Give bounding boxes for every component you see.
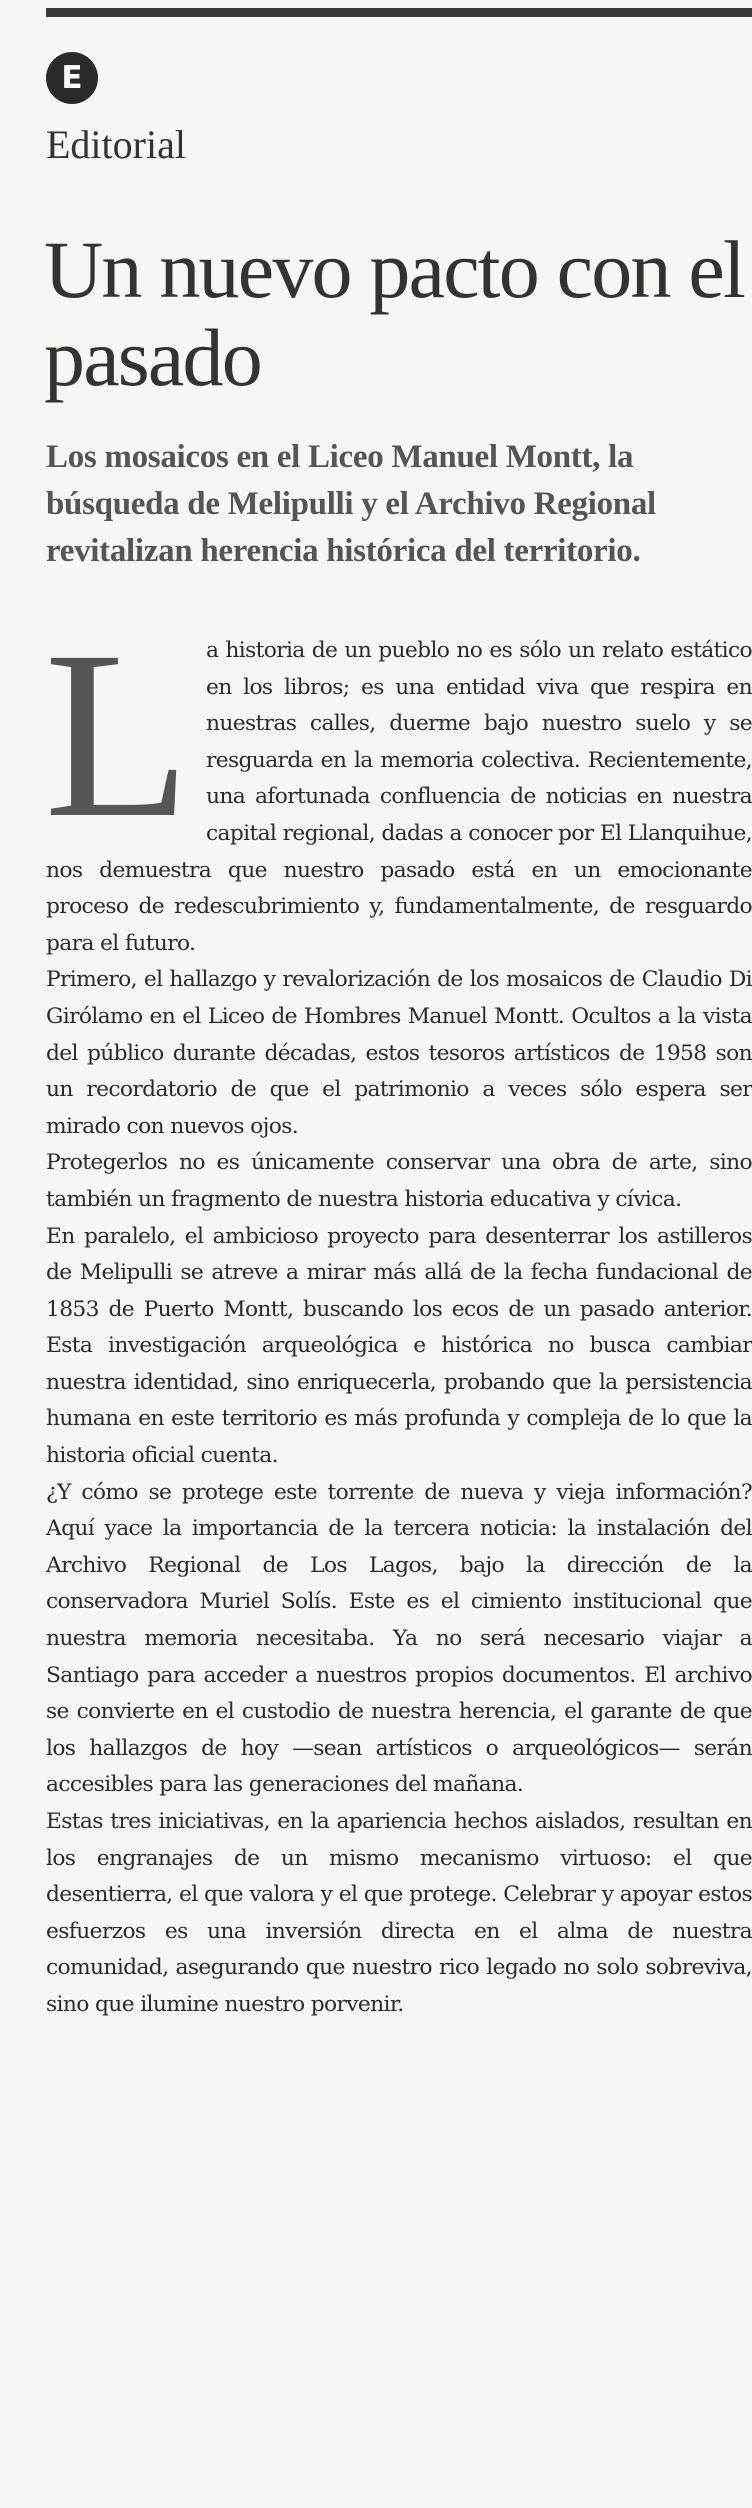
body-paragraph-4: En paralelo, el ambicioso proyecto para desenterrar los astilleros de Melipulli se atreve a mirar más allá de la fecha fundacional de 1853 de Puerto Montt, buscando los ecos de un pasado anterior. Esta investigación arqueológica e histórica no busca cambiar nuestra identidad, sino enriquecerla, probando que la persistencia humana en este territorio es más profunda y compleja de lo que la historia oficial cuenta. xyxy=(46,1223,752,1469)
article-body xyxy=(44,601,752,2024)
body-paragraph-6: Estas tres iniciativas, en la apariencia hechos aislados, resultan en los engranajes de un mismo mecanismo virtuoso: el que desentierra, el que valora y el que protege. Celebrar y apoyar estos esfuerzos es una inversión directa en el alma de nuestra comunidad, asegurando que nuestro rico legado no solo sobreviva, sino que ilumine nuestro porvenir. xyxy=(46,1809,752,2017)
body-paragraph-1-text: a historia de un pueblo no es sólo un relato estático en los libros; es una entidad viva que respira en nuestras calles, duerme bajo nuestro suelo y se resguarda en la memoria colectiva. Recientemente, una afortunada confluencia de noticias en nuestra capital regional, dadas a conocer por El Llanquihue, nos demuestra que nuestro pasado está en un emocionante proceso de redescubrimiento y, fundamentalmente, de resguardo para el futuro. xyxy=(46,638,752,956)
headline: Un nuevo pacto con el pasado xyxy=(44,224,744,403)
section-badge: E xyxy=(46,52,98,104)
body-paragraph-2: Primero, el hallazgo y revalorización de los mosaicos de Claudio Di Girólamo en el Liceo de Hombres Manuel Montt. Ocultos a la vista del público durante décadas, estos tesoros artísticos de 1958 son un recordatorio de que el patrimonio a veces sólo espera ser mirado con nuevos ojos. xyxy=(46,967,752,1139)
section-label: Editorial xyxy=(46,122,186,167)
body-paragraph-1 xyxy=(44,601,752,962)
lead-paragraph: Los mosaicos en el Liceo Manuel Montt, la búsqueda de Melipulli y el Archivo Regional revitalizan herencia histórica del territorio. xyxy=(46,439,656,569)
top-rule xyxy=(46,8,752,17)
body-paragraph-3: Protegerlos no es únicamente conservar una obra de arte, sino también un fragmento de nuestra historia educativa y cívica. xyxy=(46,1150,752,1212)
drop-cap: L xyxy=(44,601,190,867)
body-paragraph-5: ¿Y cómo se protege este torrente de nueva y vieja información? Aquí yace la importancia de la tercera noticia: la instalación del Archivo Regional de Los Lagos, bajo la dirección de la conservadora Muriel Solís. Este es el cimiento institucional que nuestra memoria necesitaba. Ya no será necesario viajar a Santiago para acceder a nuestros propios documentos. El archivo se convierte en el custodio de nuestra herencia, el garante de que los hallazgos de hoy —sean artísticos o arqueológicos— serán accesibles para las generaciones del mañana. xyxy=(46,1479,752,1798)
